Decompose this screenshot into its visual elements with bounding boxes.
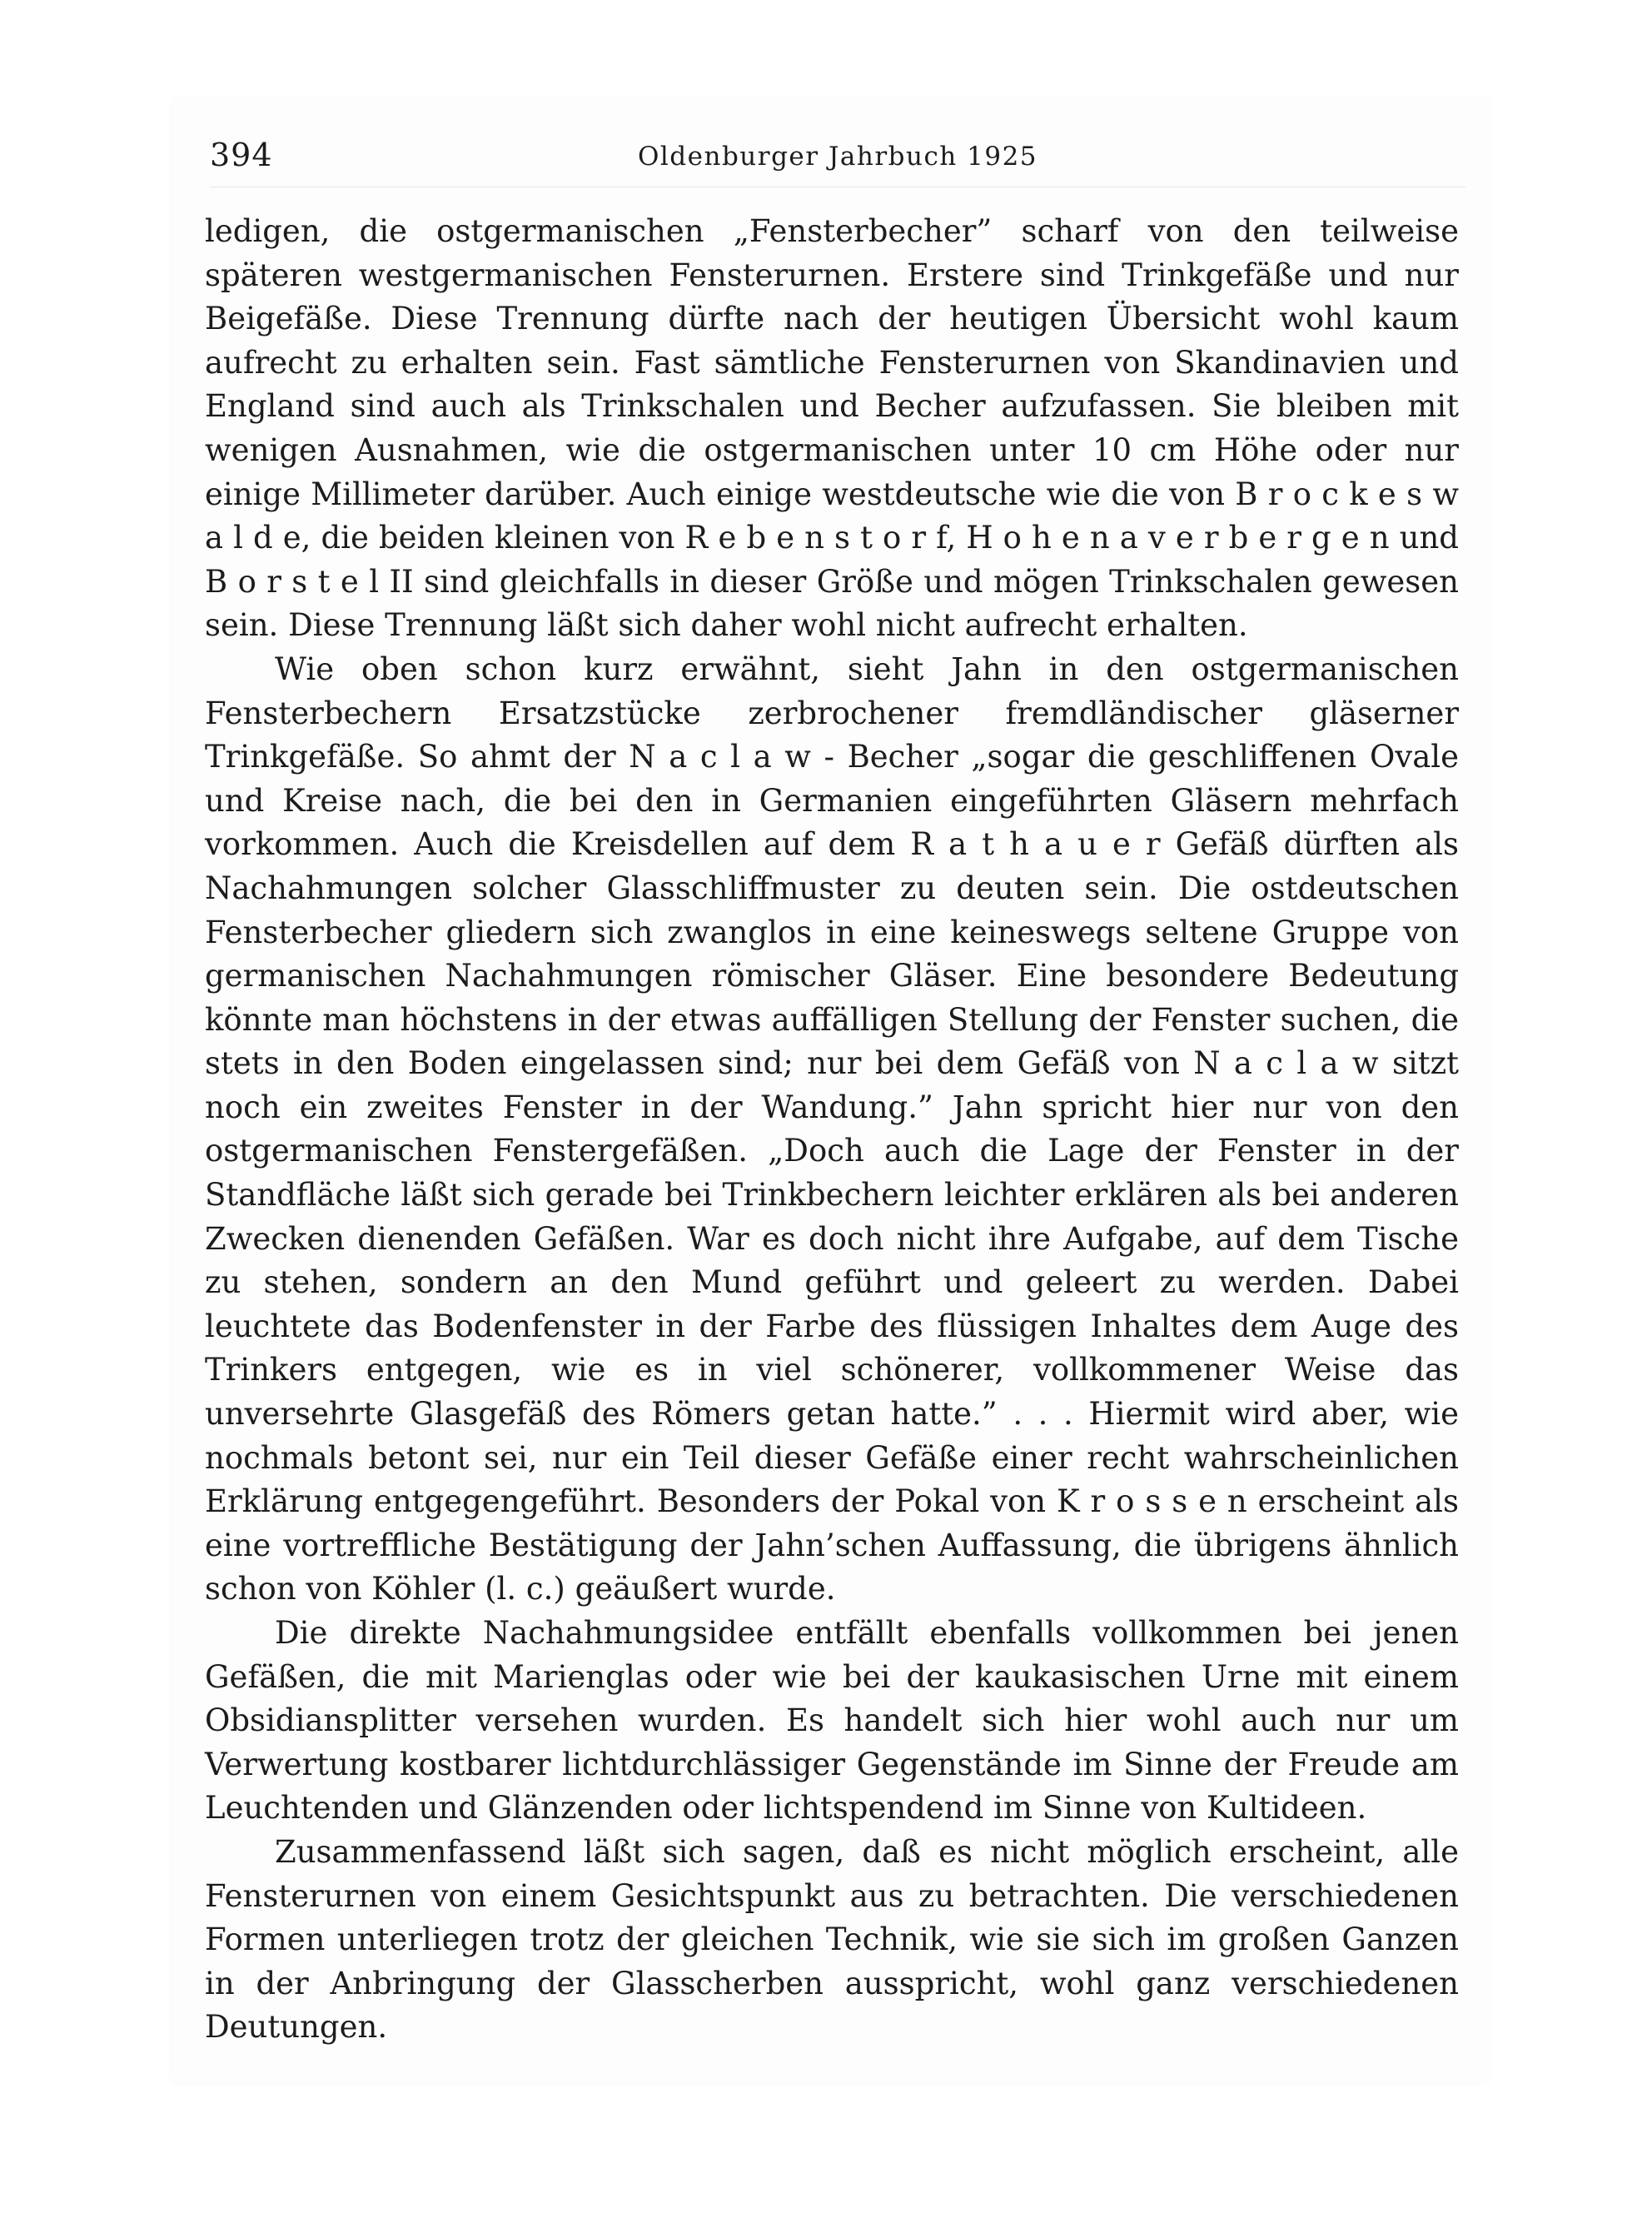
body-text: [205, 210, 1459, 2050]
paragraph-continuation: ledigen, die ostgermanischen „Fensterbecher” scharf von den teilweise späteren westgermanischen Fensterurnen. Erstere sind Trinkgefäße und nur Beigefäße. Diese Trennung dürfte nach der heutigen Übersicht wohl kaum aufrecht zu erhalten sein. Fast sämtliche Fensterurnen von Skandinavien und England sind auch als Trinkschalen und Becher aufzufassen. Sie bleiben mit wenigen Ausnahmen, wie die ostgermanischen unter 10 cm Höhe oder nur einige Millimeter darüber. Auch einige westdeutsche wie die von B r o c k e s w a l d e, die beiden kleinen von R e b e n s t o r f, H o h e n a v e r b e r g e n und B o r s t e l II sind gleichfalls in dieser Größe und mögen Trinkschalen gewesen sein. Diese Trennung läßt sich daher wohl nicht aufrecht erhalten.: [205, 213, 1459, 644]
running-title: Oldenburger Jahrbuch 1925: [637, 142, 1038, 172]
book-page: [172, 100, 1489, 2082]
paragraph-jahn-fensterbecher: Wie oben schon kurz erwähnt, sieht Jahn in den ostgermanischen Fensterbechern Ersatzstücke zerbrochener fremdländischer gläserner Trinkgefäße. So ahmt der N a c l a w - Becher „sogar die geschliffenen Ovale und Kreise nach, die bei den in Germanien eingeführten Gläsern mehrfach vorkommen. Auch die Kreisdellen auf dem R a t h a u e r Gefäß dürften als Nachahmungen solcher Glasschliffmuster zu deuten sein. Die ostdeutschen Fensterbecher gliedern sich zwanglos in eine keineswegs seltene Gruppe von germanischen Nachahmungen römischer Gläser. Eine besondere Bedeutung könnte man höchstens in der etwas auffälligen Stellung der Fenster suchen, die stets in den Boden eingelassen sind; nur bei dem Gefäß von N a c l a w sitzt noch ein zweites Fenster in der Wandung.” Jahn spricht hier nur von den ostgermanischen Fenstergefäßen. „Doch auch die Lage der Fenster in der Standfläche läßt sich gerade bei Trinkbechern leichter erklären als bei anderen Zwecken dienenden Gefäßen. War es doch nicht ihre Aufgabe, auf dem Tische zu stehen, sondern an den Mund geführt und geleert zu werden. Dabei leuchtete das Bodenfenster in der Farbe des flüssigen Inhaltes dem Auge des Trinkers entgegen, wie es in viel schönerer, vollkommener Weise das unversehrte Glasgefäß des Römers getan hatte.” . . . Hiermit wird aber, wie nochmals betont sei, nur ein Teil dieser Gefäße einer recht wahrscheinlichen Erklärung entgegengeführt. Besonders der Pokal von K r o s s e n erscheint als eine vortreffliche Bestätigung der Jahn’schen Auffassung, die übrigens ähnlich schon von Köhler (l. c.) geäußert wurde.: [205, 650, 1459, 1607]
running-head: [210, 137, 1465, 187]
paragraph-zusammenfassend: Zusammenfassend läßt sich sagen, daß es nicht möglich erscheint, alle Fensterurnen von einem Gesichtspunkt aus zu betrachten. Die verschiedenen Formen unterliegen trotz der gleichen Technik, wie sie sich im großen Ganzen in der Anbringung der Glasscherben ausspricht, wohl ganz verschiedenen Deutungen.: [205, 1833, 1459, 2046]
page-number: 394: [210, 137, 273, 173]
paragraph-nachahmungsidee: Die direkte Nachahmungsidee entfällt ebenfalls vollkommen bei jenen Gefäßen, die mit Marienglas oder wie bei der kaukasischen Urne mit einem Obsidiansplitter versehen wurden. Es handelt sich hier wohl auch nur um Verwertung kostbarer lichtdurchlässiger Gegenstände im Sinne der Freude am Leuchtenden und Glänzenden oder lichtspendend im Sinne von Kultideen.: [205, 1615, 1459, 1827]
